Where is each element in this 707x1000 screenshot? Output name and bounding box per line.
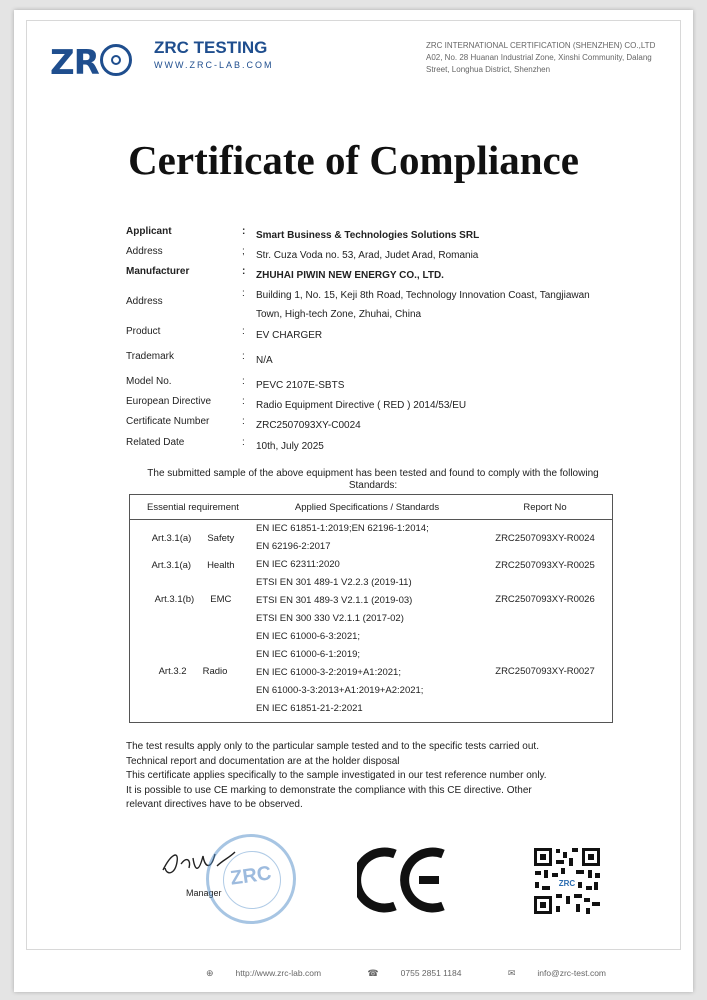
zrc-logo xyxy=(50,34,290,86)
ce-mark-icon xyxy=(357,846,449,914)
col-header-requirement: Essential requirement xyxy=(130,495,257,520)
qr-code-icon xyxy=(532,846,602,916)
seal-text: ZRC xyxy=(229,862,273,890)
spec-cell: EN IEC 62311:2020 xyxy=(256,559,340,570)
table-row xyxy=(130,520,613,557)
col-header-report: Report No xyxy=(478,495,613,520)
phone-icon: ☎ xyxy=(367,968,379,978)
standards-intro: The submitted sample of the above equipment has been tested and found to comply with the following Standards: xyxy=(147,468,599,491)
certificate-title: Certificate of Compliance xyxy=(128,137,579,183)
company-seal xyxy=(206,834,296,924)
logo-ring-icon xyxy=(100,44,132,76)
report-cell: ZRC2507093XY-R0024 xyxy=(495,532,595,544)
brand-url: WWW.ZRC-LAB.COM xyxy=(154,60,274,70)
requirement-cell: Art.3.1(a) Safety xyxy=(151,532,235,544)
footer-contact xyxy=(206,968,650,979)
report-cell: ZRC2507093XY-R0025 xyxy=(495,559,595,571)
manager-label: Manager xyxy=(186,888,222,898)
footer-website: ⊕ http://www.zrc-lab.com xyxy=(206,968,322,978)
table-row xyxy=(130,664,613,723)
requirement-cell: Art.3.1(a) Health xyxy=(151,559,235,571)
spec-cell: EN IEC 61851-1:2019;EN 62196-1:2014; EN 62196-2:2017 xyxy=(256,523,429,552)
table-header-row xyxy=(130,495,613,520)
report-cell: ZRC2507093XY-R0027 xyxy=(495,666,595,677)
col-header-specifications: Applied Specifications / Standards xyxy=(256,495,478,520)
requirement-cell: Art.3.2 Radio xyxy=(158,666,228,677)
standards-table xyxy=(129,494,613,723)
table-row xyxy=(130,574,613,664)
logo-mark: ZR xyxy=(50,34,133,83)
spec-cell: EN IEC 61000-3-2:2019+A1:2021; EN 61000-3-3:2013+A1:2019+A2:2021; EN IEC 61851-21-2:2021 xyxy=(256,667,424,714)
requirement-cell: Art.3.1(b) EMC xyxy=(154,594,232,605)
spec-cell: ETSI EN 301 489-1 V2.2.3 (2019-11) ETSI EN 301 489-3 V2.1.1 (2019-03) ETSI EN 300 330 V2.1.1 (2017-02) EN IEC 61000-6-3:2021; EN IEC 61000-6-1:2019; xyxy=(256,577,413,660)
globe-icon: ⊕ xyxy=(206,968,214,978)
report-cell: ZRC2507093XY-R0026 xyxy=(495,594,595,605)
qr-logo-text: ZRC xyxy=(558,879,576,888)
compliance-notes: The test results apply only to the particular sample tested and to the specific tests carried out. Technical report and documentation are at the holder disposal This certificate applies specifically to the sample investigated in our test reference number only. It is possible to use CE marking to demonstrate the compliance with this CE directive. Other relevant directives have to be observed. xyxy=(126,741,547,810)
mail-icon: ✉ xyxy=(507,968,516,978)
footer-phone: ☎ 0755 2851 1184 xyxy=(367,968,462,978)
brand-name: ZRC TESTING xyxy=(154,38,268,57)
company-address: ZRC INTERNATIONAL CERTIFICATION (SHENZHEN) CO.,LTD A02, No. 28 Huanan Industrial Zone, Xinshi Community, Dalang Street, Longhua District, Shenzhen xyxy=(426,41,656,74)
certificate-page: ZR ZRC TESTING WWW.ZRC-LAB.COM ZRC INTERNATIONAL CERTIFICATION (SHENZHEN) CO.,LTD A02, No. 28 Huanan Industrial Zone, Xinshi Community, Dalang Street, Longhua District, Shenzhen Certificate of Compliance Applicant : Smart Business & Technologies Solutions SRL Address ; Str. Cuza Voda no. 53, Arad, Judet Arad, Romania Manufacturer : ZHUHAI PIWIN NEW ENERGY CO., LTD. Address : Building 1, No. 15, Keji 8th Road, Technology Innovation Coast, Tangjiawan Town, High-tech Zone, Zhuhai, China Product : EV CHARGER Trademark : N/A Model No. : PEVC 2107E-SBTS European Directive : Radio Equipment Directive ( RED ) 2014/53/EU Certificate Number : ZRC2507093XY-C0024 Related Date : 10th, July 2025 The submitted sample of the above equipment has been tested and found to comply with the following Standards: Essential requirement Applied Specifications / Standards Report No Art.3.1(a) Safety EN IEC 61851-1:2019;EN 62196-1:2014; EN 62196-2:2017 ZRC2507093XY-R0024 Art.3.1(a) Health EN IEC 62311:2020 ZRC2507093XY-R0025 Art.3.1(b) EMC ETSI EN 301 489-1 V2.2.3 (2019-11) ETSI EN 301 489-3 V2.1.1 (2019-03) ETSI EN 300 330 V2.1.1 (2017-02) EN IEC 61000-6-3:2021; EN IEC 61000-6-1:2019; ZRC2507093XY-R0026 Art.3.2 Radio EN IEC 61000-3-2:2019+A1:2021; EN 61000-3-3:2013+A1:2019+A2:2021; EN IEC 61851-21-2:2021 ZRC2507093XY-R0027 The test results apply only to the particular sample tested and to the specific tests carried out. Technical report and documentation are at the holder disposal This certificate applies specifically to the sample investigated in our test reference number only. It is possible to use CE marking to demonstrate the compliance with this CE directive. Other relevant directives have to be observed. Manager ZRC ZRC ⊕ http://www.zrc-lab.com ☎ 0755 2851 1184 ✉ info@zrc-test.com xyxy=(14,10,693,992)
footer-email: ✉ info@zrc-test.com xyxy=(507,968,607,978)
table-row xyxy=(130,556,613,574)
